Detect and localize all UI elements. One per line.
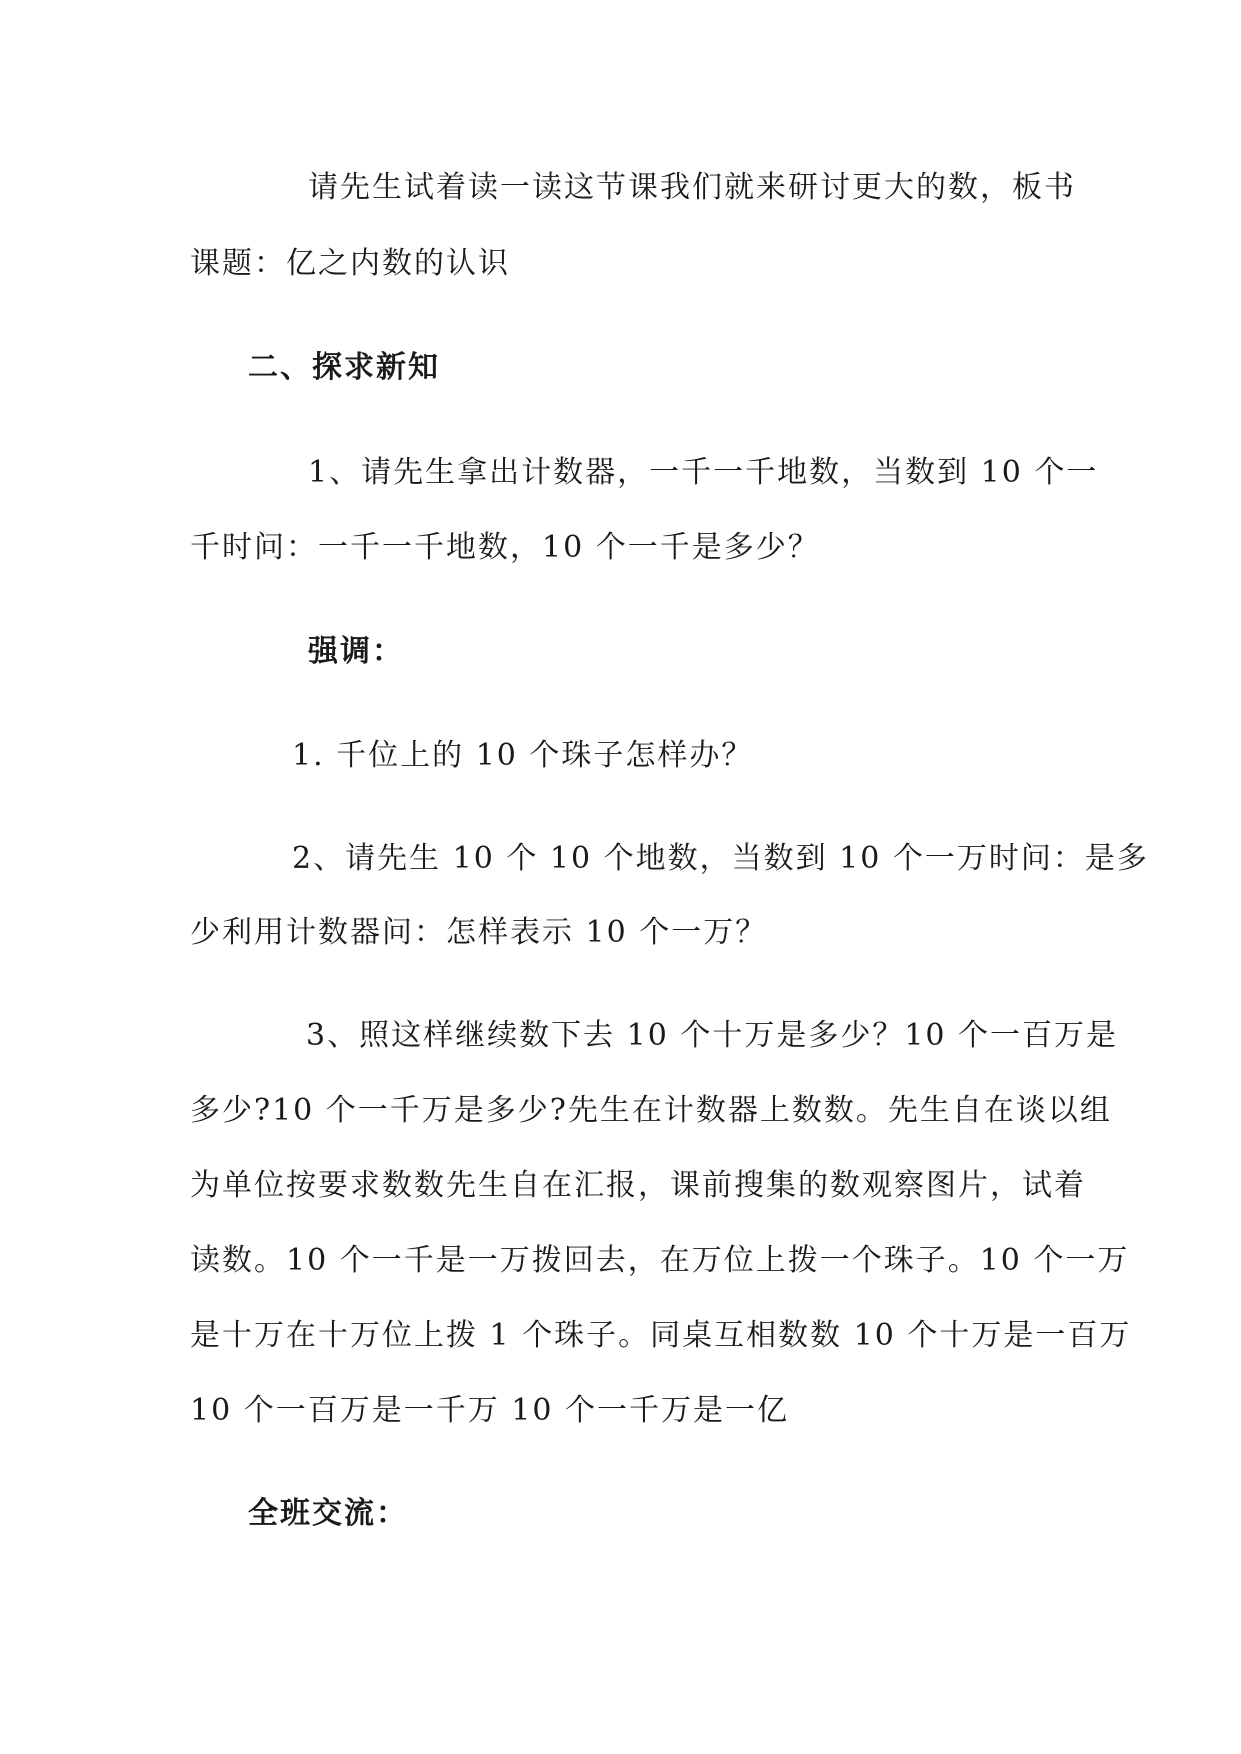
emphasis-item-1: 1. 千位上的 10 个珠子怎样办？ (292, 738, 754, 773)
section-heading-explore: 二、探求新知 (248, 350, 440, 385)
item-3-line-1: 3、照这样继续数下去 10 个十万是多少？10 个一百万是 (306, 1018, 1119, 1053)
item-3-line-3: 为单位按要求数数先生自在汇报，课前搜集的数观察图片，试着 (190, 1168, 1086, 1203)
item-1-line-1: 1、请先生拿出计数器，一千一千地数，当数到 10 个一 (308, 455, 1099, 490)
emphasis-heading: 强调： (308, 634, 404, 669)
intro-line-1: 请先生试着读一读这节课我们就来研讨更大的数，板书 (308, 170, 1076, 205)
item-3-line-2: 多少?10 个一千万是多少?先生在计数器上数数。先生自在谈以组 (190, 1093, 1112, 1128)
class-exchange-heading: 全班交流： (248, 1496, 408, 1531)
item-2-line-2: 少利用计数器问：怎样表示 10 个一万？ (190, 915, 768, 950)
intro-line-2: 课题：亿之内数的认识 (190, 246, 510, 281)
item-3-line-6: 10 个一百万是一千万 10 个一千万是一亿 (190, 1393, 789, 1428)
item-2-line-1: 2、请先生 10 个 10 个地数，当数到 10 个一万时问：是多 (292, 841, 1149, 876)
item-3-line-4: 读数。10 个一千是一万拨回去，在万位上拨一个珠子。10 个一万 (190, 1243, 1130, 1278)
item-1-line-2: 千时问：一千一千地数，10 个一千是多少？ (190, 530, 820, 565)
item-3-line-5: 是十万在十万位上拨 1 个珠子。同桌互相数数 10 个十万是一百万 (190, 1318, 1132, 1353)
